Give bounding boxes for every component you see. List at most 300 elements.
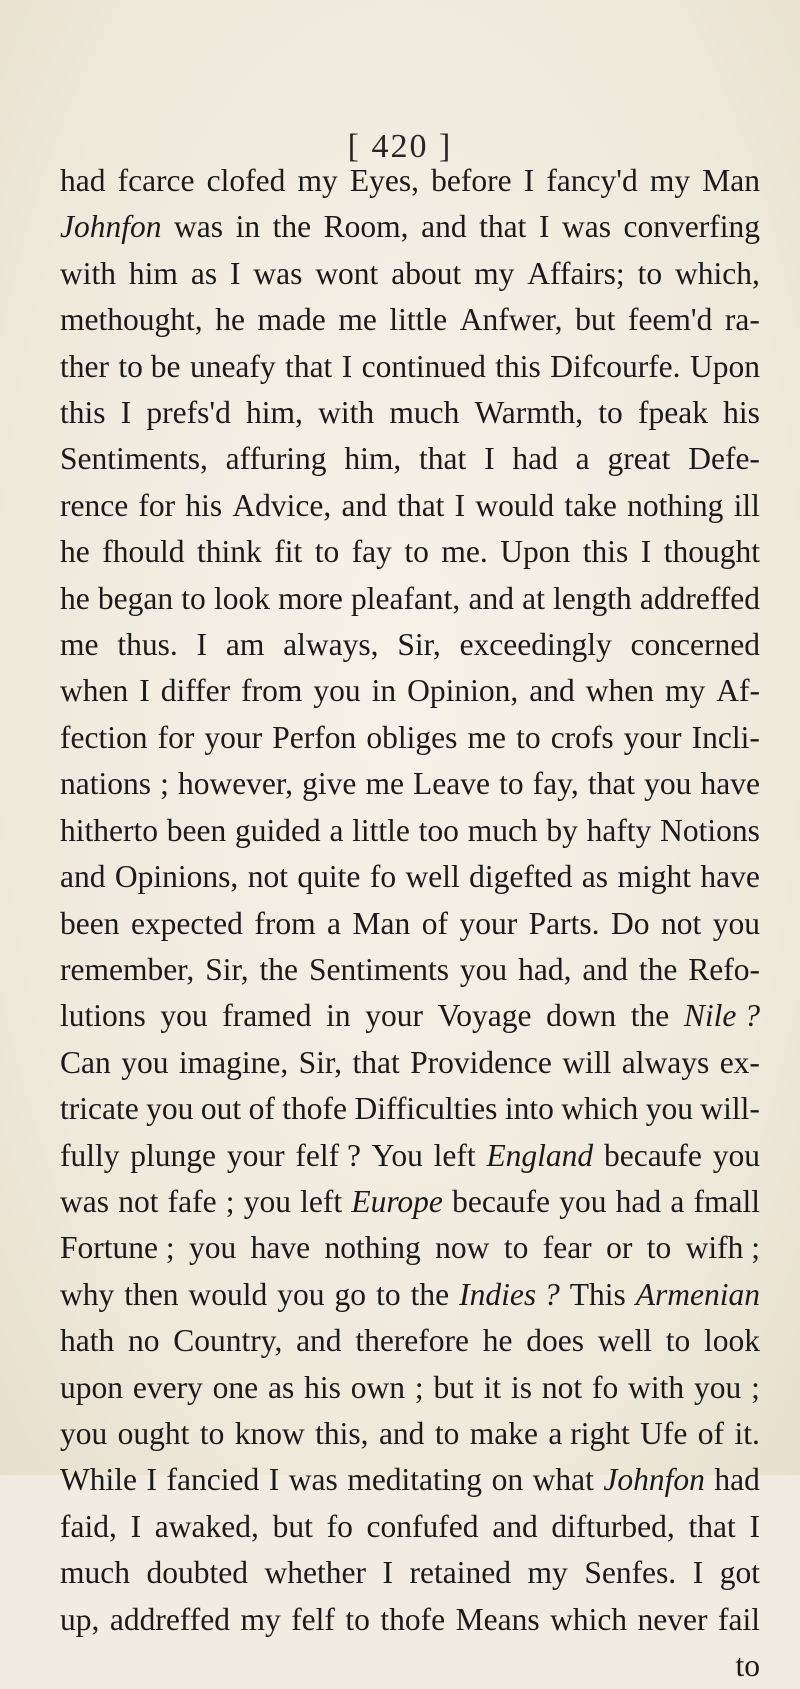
word: fection (60, 719, 148, 755)
word: from (254, 905, 316, 941)
word: fit (274, 534, 303, 570)
word: Advice, (232, 487, 332, 523)
word: to (598, 395, 623, 431)
word: but (575, 302, 616, 338)
word: your (623, 719, 682, 755)
word: my (474, 255, 515, 291)
word: I (268, 1462, 280, 1498)
word: Senfes. (584, 1555, 677, 1591)
word: and (582, 951, 628, 987)
word: was (253, 255, 303, 291)
word: wifh ; (685, 1230, 760, 1266)
word: when (585, 673, 654, 709)
word: Armenian (635, 1276, 760, 1312)
word: I (139, 673, 150, 709)
word: a (670, 1183, 685, 1219)
word: well (597, 1323, 652, 1359)
word: as (268, 1369, 295, 1405)
word: Refo- (688, 951, 760, 987)
word: to (199, 1415, 225, 1451)
word: on (491, 1462, 524, 1498)
word: fo (591, 1369, 619, 1405)
word: he (215, 302, 245, 338)
word: give (302, 766, 357, 802)
word: with (628, 1369, 685, 1405)
word: have (250, 1230, 311, 1266)
word: uneafy (189, 348, 276, 384)
word: to (735, 1648, 760, 1683)
word: to (345, 1601, 370, 1637)
text-line (60, 808, 760, 854)
word: with (60, 255, 117, 291)
word: well (405, 859, 460, 895)
word: to (637, 255, 663, 291)
word: not (660, 905, 702, 941)
word: to (404, 534, 429, 570)
word: Opinions, (114, 859, 239, 895)
word: you (189, 1230, 237, 1266)
word: much (60, 1555, 130, 1591)
word: pleafant, (351, 580, 461, 616)
text-line (60, 1504, 760, 1550)
word: not (541, 1369, 583, 1405)
word: the (272, 209, 312, 245)
word: your (226, 1137, 285, 1173)
word: think (196, 534, 262, 570)
word: to (181, 580, 206, 616)
word: ther (60, 348, 109, 384)
word: will- (700, 1091, 760, 1127)
word: rence (60, 487, 129, 523)
word: meditating (347, 1462, 483, 1498)
word: in (326, 998, 351, 1034)
word: wont (315, 255, 379, 291)
text-line (60, 436, 760, 482)
word: felf (291, 1601, 335, 1637)
word: Room, (323, 209, 409, 245)
word: becaufe (603, 1137, 702, 1173)
word: him, (246, 395, 303, 431)
text-line (60, 158, 760, 204)
word: and (378, 1415, 425, 1451)
word: ; (160, 766, 169, 802)
word: hitherto (60, 812, 158, 848)
word: ra- (724, 302, 760, 338)
word: at (522, 580, 545, 616)
word: ; (414, 1369, 424, 1405)
word: guided (234, 812, 321, 848)
word: his (304, 1369, 341, 1405)
word: look (703, 1323, 760, 1359)
word: Johnfon (603, 1462, 705, 1498)
word: you (712, 1137, 760, 1173)
word: know (234, 1415, 305, 1451)
text-line (60, 1457, 760, 1503)
word: ex- (719, 1044, 760, 1080)
word: you (693, 1369, 742, 1405)
text-line (60, 1086, 760, 1132)
text-line (60, 947, 760, 993)
word: little (352, 812, 410, 848)
word: with (318, 395, 375, 431)
word: England (486, 1137, 594, 1173)
word: to (314, 534, 340, 570)
word: but (272, 1508, 313, 1544)
word: therefore (355, 1323, 469, 1359)
word: was (60, 1183, 109, 1219)
word: left (300, 1183, 343, 1219)
word: is (510, 1369, 532, 1405)
word: he (482, 1323, 513, 1359)
word: now (435, 1230, 490, 1266)
word: you (559, 1183, 607, 1219)
word: which, (675, 255, 760, 291)
word: left (433, 1137, 476, 1173)
word: that (397, 487, 445, 523)
word: Incli- (691, 719, 760, 755)
word: you (645, 1091, 693, 1127)
word: addreffed (109, 1601, 230, 1637)
word: ought (117, 1415, 190, 1451)
word: would (188, 1276, 268, 1312)
word: converfing (623, 209, 760, 245)
word: your (204, 719, 263, 755)
word: what (532, 1462, 594, 1498)
word: that (587, 766, 636, 802)
word: ill (733, 487, 760, 523)
word: fay (351, 534, 392, 570)
word: lutions (60, 998, 146, 1034)
word: he (60, 534, 90, 570)
word: look (213, 580, 270, 616)
word: Indies ? (459, 1276, 560, 1312)
word: in (235, 209, 261, 245)
word: of (248, 1091, 275, 1127)
word: always (621, 1044, 710, 1080)
word: fmall (693, 1183, 760, 1219)
text-line (60, 1318, 760, 1364)
word: or (606, 1230, 633, 1266)
page-number: [ 420 ] (347, 128, 453, 165)
word: my (240, 1601, 281, 1637)
word: faid, (60, 1508, 117, 1544)
word: you (146, 1091, 194, 1127)
word: feem'd (627, 302, 713, 338)
word: that (419, 441, 467, 477)
word: much (467, 812, 538, 848)
word: to (434, 1415, 460, 1451)
word: when (60, 673, 129, 709)
word: much (389, 395, 460, 431)
word: this (495, 348, 541, 384)
word: make (469, 1415, 538, 1451)
word: fo (326, 1508, 353, 1544)
word: thofe (282, 1091, 348, 1127)
word: ; (225, 1183, 235, 1219)
word: Country, (173, 1323, 283, 1359)
word: crofs (550, 719, 614, 755)
word: him, (344, 441, 402, 477)
word: imagine, (178, 1044, 289, 1080)
word: differ (160, 673, 231, 709)
word: fully (60, 1137, 120, 1173)
text-line (60, 1133, 760, 1179)
text-line (60, 622, 760, 668)
word: that (285, 348, 333, 384)
text-line (60, 576, 760, 622)
word: whether (264, 1555, 366, 1591)
word: down (546, 998, 617, 1034)
word: Anfwer, (459, 302, 563, 338)
word: out (200, 1091, 242, 1127)
word: clofed (206, 163, 286, 198)
word: obliges (366, 719, 458, 755)
word: Europe (351, 1183, 443, 1219)
text-line (60, 854, 760, 900)
word: plunge (130, 1137, 217, 1173)
word: Sentiments (308, 951, 449, 987)
text-line (60, 901, 760, 947)
word: this, (315, 1415, 369, 1451)
word: Can (60, 1044, 111, 1080)
word: thought (663, 534, 760, 570)
word: You (371, 1137, 423, 1173)
word: felf ? (295, 1137, 361, 1173)
word: take (564, 487, 617, 523)
word: Sir, (397, 627, 441, 663)
word: you (313, 673, 361, 709)
word: a (575, 441, 590, 477)
word: however, (177, 766, 294, 802)
word: that (352, 1044, 400, 1080)
word: exceedingly (459, 627, 612, 663)
word: I (120, 395, 132, 431)
word: about (391, 255, 462, 291)
word: fpeak (638, 395, 708, 431)
word: length (553, 580, 632, 616)
word: Sir, (205, 951, 249, 987)
text-line (60, 1550, 760, 1596)
word: by (546, 812, 578, 848)
word: of (421, 905, 448, 941)
word: and (529, 673, 575, 709)
word: he (60, 580, 90, 616)
word: Af- (716, 673, 760, 709)
word: I (538, 209, 550, 245)
word: doubted (146, 1555, 248, 1591)
word: difturbed, (551, 1508, 675, 1544)
word: upon (60, 1369, 123, 1405)
text-line (60, 761, 760, 807)
word: methought, (60, 302, 203, 338)
word: retained (409, 1555, 511, 1591)
text-line (60, 1272, 760, 1318)
text-line (60, 1179, 760, 1225)
word: becaufe (452, 1183, 551, 1219)
word: Sir, (298, 1044, 343, 1080)
word: for (157, 719, 195, 755)
word: does (526, 1323, 584, 1359)
word: and (468, 580, 514, 616)
word: was (561, 209, 611, 245)
word: Voyage (437, 998, 532, 1034)
word: then (124, 1276, 179, 1312)
word: and (492, 1508, 538, 1544)
word: been (166, 812, 227, 848)
word: that (479, 209, 527, 245)
word: Difcourfe. (550, 348, 681, 384)
word: a right (548, 1415, 630, 1451)
text-line (60, 483, 760, 529)
word: his (723, 395, 760, 431)
word: been (60, 905, 120, 941)
text-line (60, 1365, 760, 1411)
word: it (483, 1369, 502, 1405)
word: continued (361, 348, 486, 384)
word: Do (611, 905, 650, 941)
word: the (638, 951, 678, 987)
word: to (499, 766, 524, 802)
word: never (637, 1601, 708, 1637)
word: the (410, 1276, 450, 1312)
word: digefted (469, 859, 573, 895)
word: that (688, 1508, 736, 1544)
word: to (646, 1230, 672, 1266)
word: always, (283, 627, 379, 663)
word: fo (369, 859, 397, 895)
word: I (341, 348, 353, 384)
word: Johnfon (60, 209, 162, 245)
word: of (697, 1415, 725, 1451)
word: as (190, 255, 218, 291)
word: own (350, 1369, 405, 1405)
word: was (174, 209, 224, 245)
word: I (749, 1508, 760, 1544)
word: great (607, 441, 671, 477)
word: Upon (500, 534, 571, 570)
word: every (132, 1369, 203, 1405)
word: his (185, 487, 223, 523)
word: Parts. (528, 905, 600, 941)
word: Man (702, 163, 760, 198)
text-line (60, 1643, 760, 1689)
word: ; (751, 1369, 760, 1405)
text-line (60, 390, 760, 436)
word: more (278, 580, 343, 616)
word: to be (118, 348, 181, 384)
word: began (97, 580, 174, 616)
word: I (523, 163, 535, 198)
body-text (60, 158, 760, 1689)
word: quite (297, 859, 361, 895)
word: Sentiments, (60, 441, 208, 477)
word: not (118, 1183, 159, 1219)
word: I (146, 1462, 157, 1498)
word: you (60, 1415, 108, 1451)
word: to (665, 1323, 691, 1359)
word: him (128, 255, 178, 291)
word: fear (542, 1230, 592, 1266)
word: into (504, 1091, 554, 1127)
word: and (296, 1323, 342, 1359)
word: affuring (225, 441, 327, 477)
word: me (338, 302, 377, 338)
word: to (516, 719, 541, 755)
word: and (60, 859, 106, 895)
word: my (649, 163, 691, 198)
word: my (297, 163, 338, 198)
word: I (454, 487, 466, 523)
text-line (60, 204, 760, 250)
word: got (719, 1555, 760, 1591)
word: but (433, 1369, 474, 1405)
word: might (617, 859, 691, 895)
text-line (60, 993, 760, 1039)
word: addreffed (639, 580, 760, 616)
word: it. (734, 1415, 760, 1451)
word: hafty (586, 812, 652, 848)
word: Man (352, 905, 411, 941)
word: no (127, 1323, 160, 1359)
word: too (418, 812, 459, 848)
word: me (365, 766, 404, 802)
word: not (247, 859, 288, 895)
word: tricate (60, 1091, 139, 1127)
word: Difficulties (354, 1091, 498, 1127)
word: hath (60, 1323, 115, 1359)
word: before (431, 163, 512, 198)
word: would (475, 487, 555, 523)
word: I (640, 534, 652, 570)
word: go (334, 1276, 367, 1312)
word: fcarce (117, 163, 195, 198)
word: your (459, 905, 518, 941)
word: from (241, 673, 303, 709)
word: Leave (413, 766, 490, 802)
text-line (60, 1040, 760, 1086)
word: you (459, 951, 508, 987)
word: Upon (689, 348, 760, 384)
word: fancy'd (546, 163, 638, 198)
word: have (700, 766, 760, 802)
word: framed (222, 998, 312, 1034)
word: Nile ? (683, 998, 760, 1034)
word: I (196, 627, 208, 663)
word: me (60, 627, 99, 663)
text-line (60, 344, 760, 390)
word: was (288, 1462, 338, 1498)
word: which (550, 1601, 628, 1637)
word: have (700, 859, 760, 895)
word: This (569, 1276, 626, 1312)
word: the (259, 951, 299, 987)
word: awaked, (154, 1508, 259, 1544)
word: Eyes, (349, 163, 419, 198)
word: had (60, 163, 106, 198)
word: thofe (380, 1601, 446, 1637)
word: my (527, 1555, 568, 1591)
text-line (60, 529, 760, 575)
word: one (212, 1369, 259, 1405)
word: this (60, 395, 106, 431)
word: thus. (117, 627, 178, 663)
word: this (582, 534, 629, 570)
word: you (644, 766, 692, 802)
word: confufed (366, 1508, 479, 1544)
word: I (230, 255, 241, 291)
word: had (512, 441, 558, 477)
word: as (581, 859, 609, 895)
